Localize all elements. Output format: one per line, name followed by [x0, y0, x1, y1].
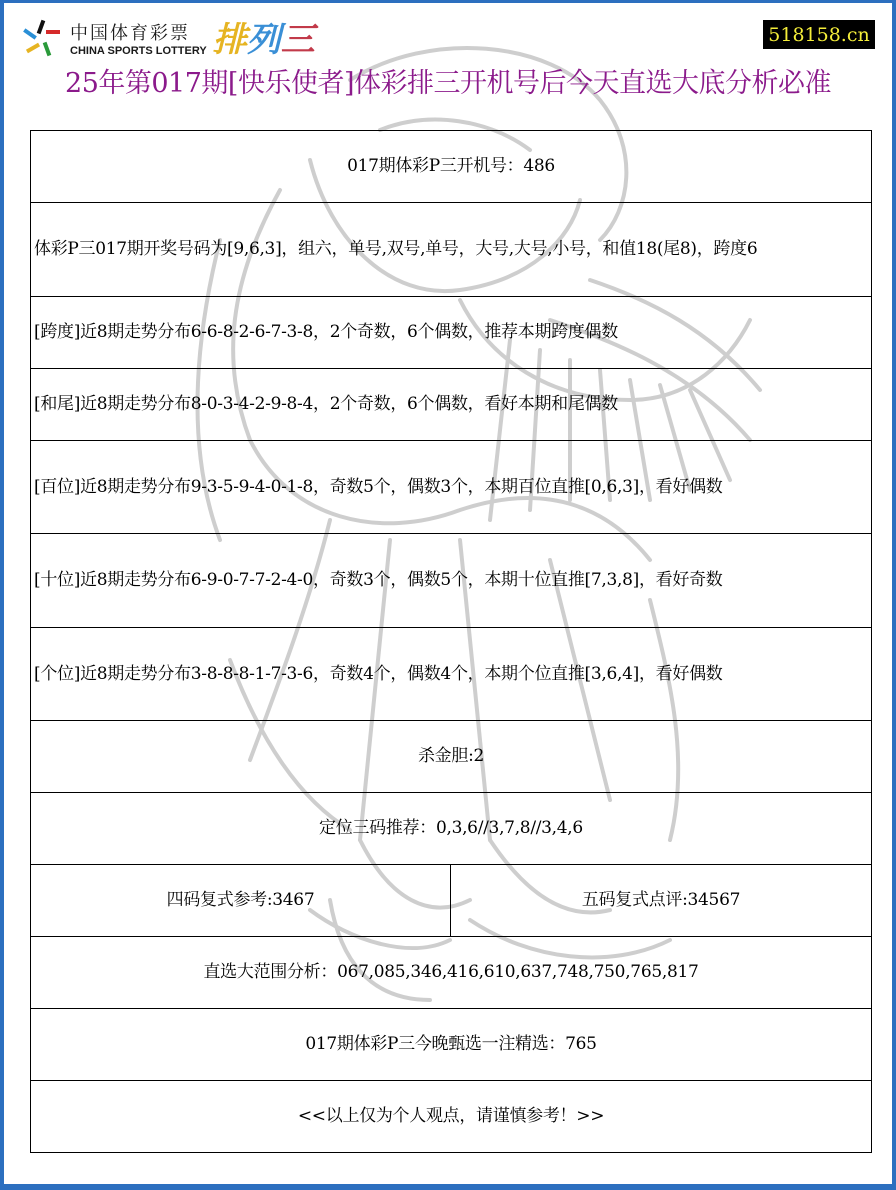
table-row: [31, 441, 872, 534]
china-sports-lottery-logo: [20, 18, 320, 62]
table-row-split: [31, 865, 872, 937]
table-row: [31, 793, 872, 865]
analysis-table: [30, 130, 872, 1153]
analysis-cell: 017期体彩P三今晚甄选一注精选：765: [31, 1009, 872, 1081]
lottery-star-logo-icon: [20, 18, 64, 62]
table-row: [31, 1009, 872, 1081]
table-row: [31, 1081, 872, 1153]
analysis-cell: [个位]近8期走势分布3-8-8-8-1-7-3-6，奇数4个，偶数4个，本期个位直推[3,6,4]，看好偶数: [31, 628, 872, 721]
analysis-cell: [百位]近8期走势分布9-3-5-9-4-0-1-8，奇数5个，偶数3个，本期百位直推[0,6,3]，看好偶数: [31, 441, 872, 534]
table-row: [31, 369, 872, 441]
page-title: 25年第017期[快乐使者]体彩排三开机号后今天直选大底分析必准: [65, 68, 831, 99]
table-row: [31, 131, 872, 203]
analysis-cell: 直选大范围分析：067,085,346,416,610,637,748,750,765,817: [31, 937, 872, 1009]
table-row: [31, 534, 872, 628]
analysis-cell: 体彩P三017期开奖号码为[9,6,3]，组六，单号,双号,单号，大号,大号,小号，和值18(尾8)，跨度6: [31, 203, 872, 297]
logo-chinese-name: 中国体育彩票: [70, 22, 190, 44]
table-row: [31, 628, 872, 721]
game-name-pailiesan: 排 列 三: [212, 20, 315, 60]
logo-english-name: CHINA SPORTS LOTTERY: [70, 44, 207, 57]
analysis-cell: 杀金胆:2: [31, 721, 872, 793]
five-code-review-cell: 五码复式点评:34567: [451, 865, 872, 937]
four-code-reference-cell: 四码复式参考:3467: [31, 865, 451, 937]
table-row: [31, 721, 872, 793]
analysis-cell: [和尾]近8期走势分布8-0-3-4-2-9-8-4，2个奇数，6个偶数，看好本期和尾偶数: [31, 369, 872, 441]
table-row: [31, 937, 872, 1009]
analysis-cell: [跨度]近8期走势分布6-6-8-2-6-7-3-8，2个奇数，6个偶数，推荐本期跨度偶数: [31, 297, 872, 369]
site-domain-badge: 518158.cn: [763, 20, 875, 49]
analysis-cell: 定位三码推荐：0,3,6//3,7,8//3,4,6: [31, 793, 872, 865]
analysis-cell: <<以上仅为个人观点，请谨慎参考！>>: [31, 1081, 872, 1153]
analysis-cell: [十位]近8期走势分布6-9-0-7-7-2-4-0，奇数3个，偶数5个，本期十位直推[7,3,8]，看好奇数: [31, 534, 872, 628]
analysis-cell: 017期体彩P三开机号：486: [31, 131, 872, 203]
table-row: [31, 297, 872, 369]
table-row: [31, 203, 872, 297]
